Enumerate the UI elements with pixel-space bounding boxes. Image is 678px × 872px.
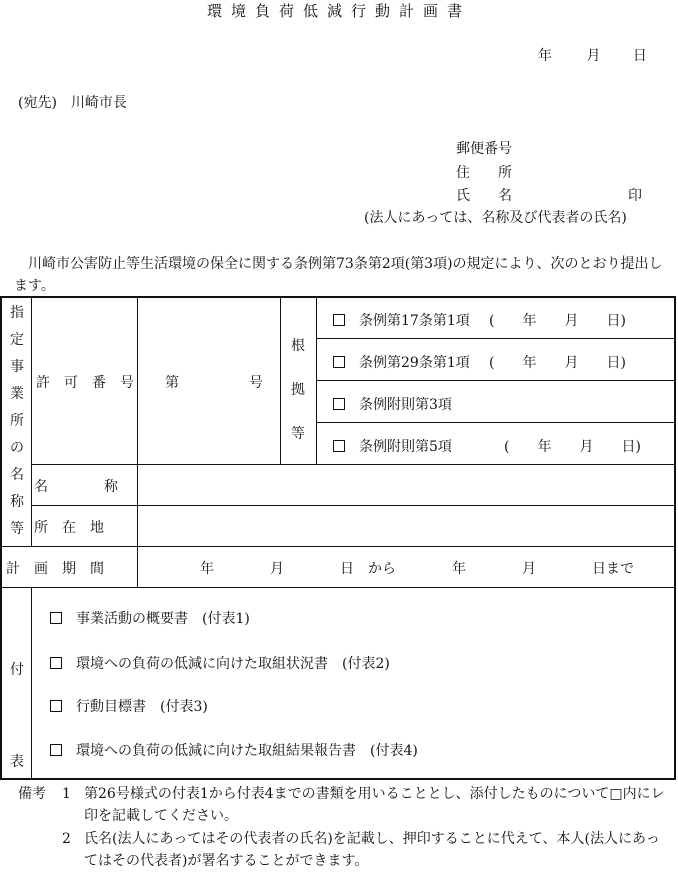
note-1-number: 1 (62, 786, 71, 802)
seal-mark: 印 (628, 188, 642, 204)
basis-option-4[interactable]: 条例附則第5項 (333, 436, 452, 456)
business-location-field[interactable] (142, 509, 672, 543)
intro-paragraph: 川崎市公害防止等生活環境の保全に関する条例第73条第2項(第3項)の規定により、次のとおり提出します。 (14, 256, 663, 294)
checkbox[interactable] (50, 612, 62, 624)
attachment-item-4[interactable]: 環境への負荷の低減に向けた取組結果報告書 (付表4) (50, 740, 418, 760)
address-label: 住 所 (456, 165, 512, 181)
checkbox[interactable] (333, 356, 345, 368)
checkbox[interactable] (50, 744, 62, 756)
basis-option-1[interactable]: 条例第17条第1項 (333, 310, 470, 330)
date-year: 年 (538, 48, 552, 64)
checkbox[interactable] (333, 398, 345, 410)
note-1-text: 第26号様式の付表1から付表4までの書類を用いることとし、添付したものについて□内にレ印を記載してください。 (84, 786, 665, 824)
attachment-item-2[interactable]: 環境への負荷の低減に向けた取組状況書 (付表2) (50, 653, 390, 673)
postal-code-label: 郵便番号 (456, 141, 512, 157)
permit-number-field[interactable]: 第 号 (165, 375, 263, 391)
plan-period-label: 計 画 期 間 (6, 561, 104, 577)
name-label: 氏 名 (456, 188, 512, 204)
basis-option-2-date[interactable]: ( 年 月 日) (489, 355, 626, 371)
document-title: 環境負荷低減行動計画書 (206, 2, 471, 20)
attachment-item-1[interactable]: 事業活動の概要書 (付表1) (50, 608, 250, 628)
corporate-name-note: (法人にあっては、名称及び代表者の氏名) (364, 210, 627, 226)
notes-label: 備考 (18, 786, 46, 802)
date-day: 日 (632, 48, 647, 64)
submission-date (538, 45, 647, 65)
addressee: (宛先) 川崎市長 (18, 95, 127, 111)
note-2-number: 2 (62, 831, 71, 847)
designated-business-label: 指 定 事 業 所 の 名 称 等 (10, 305, 24, 537)
attachment-item-3[interactable]: 行動目標書 (付表3) (50, 696, 208, 716)
basis-option-4-date[interactable]: ( 年 月 日) (504, 439, 641, 455)
note-2-text: 氏名(法人にあってはその代表者の氏名)を記載し、押印することに代えて、本人(法人にあってはその代表者)が署名することができます。 (84, 831, 660, 869)
business-name-label: 名 称 (34, 479, 118, 495)
basis-option-3[interactable]: 条例附則第3項 (333, 394, 452, 414)
basis-option-2[interactable]: 条例第29条第1項 (333, 352, 470, 372)
checkbox[interactable] (50, 657, 62, 669)
date-month: 月 (586, 48, 601, 64)
business-name-field[interactable] (142, 468, 672, 502)
checkbox[interactable] (50, 700, 62, 712)
checkbox[interactable] (333, 314, 345, 326)
basis-label: 根 拠 等 (291, 338, 305, 442)
basis-option-1-date[interactable]: ( 年 月 日) (489, 313, 626, 329)
checkbox[interactable] (333, 440, 345, 452)
attachments-label: 付 表 (10, 662, 24, 770)
permit-number-label: 許 可 番 号 (36, 375, 134, 391)
plan-form-table (0, 296, 676, 780)
plan-period-field[interactable]: 年 月 日 から 年 月 日まで (200, 561, 634, 577)
business-location-label: 所 在 地 (34, 520, 104, 536)
